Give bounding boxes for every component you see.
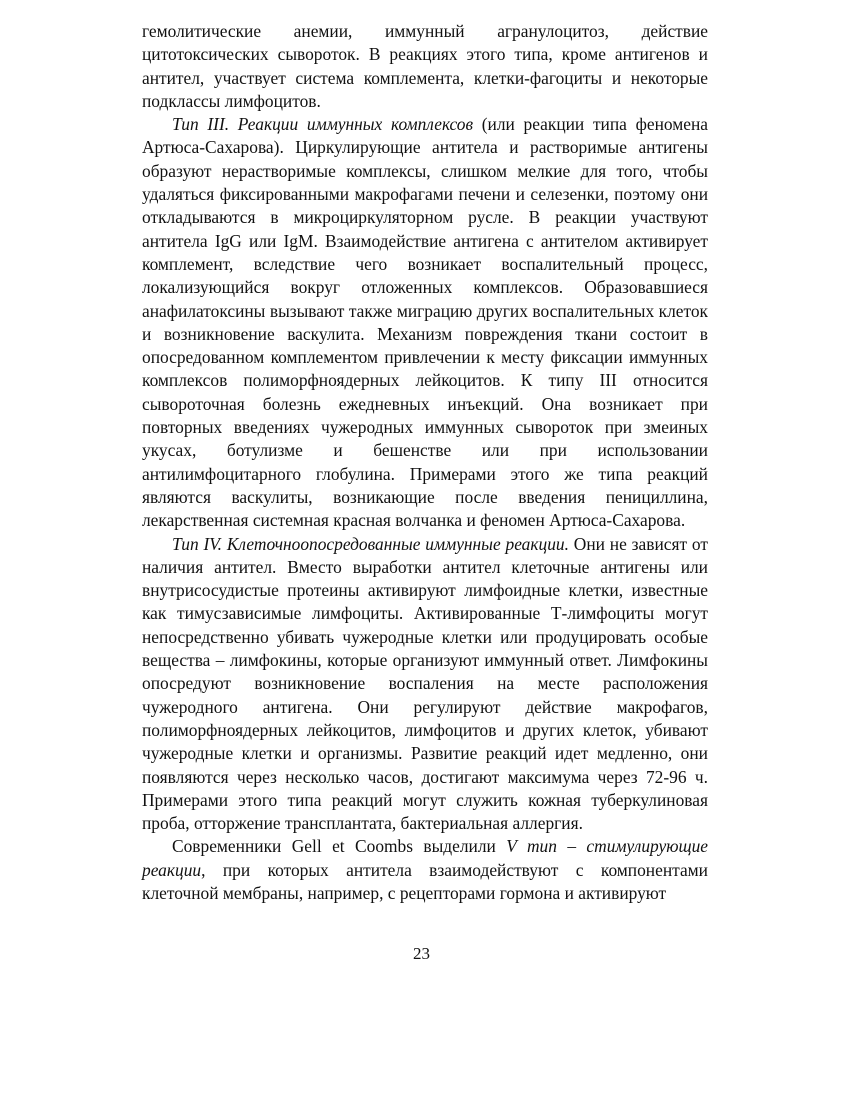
type-iii-text: (или реакции типа феномена Артюса-Сахарова). Циркулирующие антитела и растворимые антигены образуют нерастворимые комплексы, слишком мелкие для того, чтобы удаляться фиксированными макрофагами печени и селезенки, поэтому они откладываются в микроциркуляторном русле. В реакции участвуют антитела IgG или IgM. Взаимодействие антигена с антителом активирует комплемент, вследствие чего возникает воспалительный процесс, локализующийся вокруг отложенных комплексов. Образовавшиеся анафилатоксины вызывают также миграцию других воспалительных клеток и возникновение васкулита. Механизм повреждения ткани состоит в опосредованном комплементом привлечении к месту фиксации иммунных комплексов полиморфноядерных лейкоцитов. К типу III относится сывороточная болезнь ежедневных инъекций. Она возникает при повторных введениях чужеродных иммунных сывороток при змеиных укусах, ботулизме и бешенстве или при использовании антилимфоцитарного глобулина. Примерами этого же типа реакций являются васкулиты, возникающие после введения пенициллина, лекарственная системная красная волчанка и феномен Артюса-Сахарова. [142, 114, 708, 531]
type-iv-heading: Тип IV. Клеточноопосредованные иммунные реакции. [172, 533, 569, 554]
paragraph-continuation [142, 20, 708, 113]
type-iv-text: Они не зависят от наличия антител. Вместо выработки антител клеточные антигены или внутрисосудистые протеины активируют лимфоидные клетки, известные как тимусзависимые лимфоциты. Активированные Т-лимфоциты могут непосредственно убивать чужеродные клетки или продуцировать особые вещества – лимфокины, которые организуют иммунный ответ. Лимфокины опосредуют возникновение воспаления на месте расположения чужеродного антигена. Они регулируют действие макрофагов, полиморфноядерных лейкоцитов, лимфоцитов и других клеток, убивают чужеродные клетки и организмы. Развитие реакций идет медленно, они появляются через несколько часов, достигают максимума через 72-96 ч. Примерами этого типа реакций могут служить кожная туберкулиновая проба, отторжение трансплантата, бактериальная аллергия. [142, 533, 708, 834]
page-number: 23 [413, 944, 430, 963]
type-iii-heading: Тип III. Реакции иммунных комплексов [172, 114, 474, 135]
paragraph-type-v [142, 835, 708, 905]
paragraph-type-iv [142, 533, 708, 836]
paragraph-type-iii [142, 113, 708, 532]
type-v-text-after: , при которых антитела взаимодействуют с компонентами клеточной мембраны, например, с рецепторами гормона и активируют [142, 859, 708, 903]
type-v-heading: V тип – стимулирующие реакции [142, 836, 709, 880]
page-body [142, 20, 708, 905]
paragraph-text: гемолитические анемии, иммунный агранулоцитоз, действие цитотоксических сывороток. В реакциях этого типа, кроме антигенов и антител, участвует система комплемента, клетки-фагоциты и некоторые подклассы лимфоцитов. [142, 21, 708, 111]
type-v-text-before: Современники Gell et Coombs выделили [172, 836, 507, 857]
